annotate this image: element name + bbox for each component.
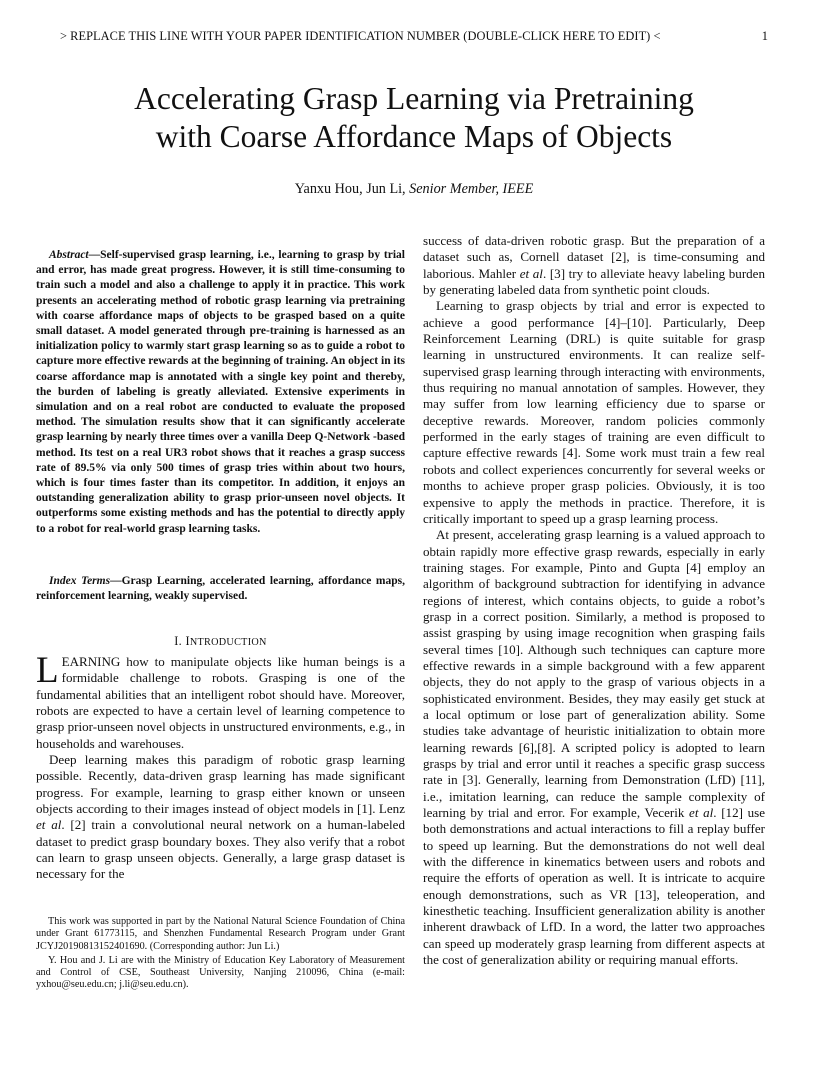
author-names: Yanxu Hou, Jun Li, [294,181,410,197]
abstract-text: —Self-supervised grasp learning, i.e., learning to grasp by trial and error, has made great progress. However, it is still time-consuming to train such a model and also a challenge to apply it in practice. This work presents an accelerating method of robotic grasp learning via pretraining with coarse affordance maps of objects to be grasped based on a quite small dataset. A model generated through pre-training is harnessed as an initialization policy to warmly start grasp learning so as to guide a robot to capture more effective rewards at the beginning of training. An object in its coarse affordance map is annotated with a single key point and thereby, the burden of labeling is greatly alleviated. Extensive experiments in simulation and on a real robot are conducted to evaluate the proposed method. The simulation results show that it can significantly accelerate grasp learning by nearly three times over a vanilla Deep Q-Network -based method. Its test on a real UR3 robot shows that it reaches a grasp success rate of 89.5% via only 500 times of grasp tries within about two hours, which is four times faster than its competitor. In addition, it enjoys an outstanding generalization ability to grasp prior-unseen novel objects. It outperforms some existing methods and has the potential to directly apply to a robot for real-world grasp learning tasks. [36,249,405,535]
intro-left-column [36,650,405,883]
running-head [60,29,768,44]
right-p1-text-b: . [3] try to alleviate heavy labeling burden by generating labeled data from synthetic point clouds. [423,265,765,298]
index-terms-paragraph [36,574,405,604]
section-numeral: I. [174,634,183,648]
right-column [423,233,765,968]
intro-p2-text-a: Deep learning makes this paradigm of robotic grasp learning possible. Recently, data-driven grasp learning has made significant progress. For example, learning to grasp either known or unseen objects according to their images instead of object models in [1]. Lenz [36,752,405,817]
intro-paragraph-2 [36,752,405,883]
abstract [36,248,405,537]
index-terms-label: Index Terms [49,575,111,587]
right-p1-text-a: success of data-driven robotic grasp. But the preparation of a dataset such as, Cornell dataset [2], is time-consuming and laborious. Mahler [423,233,765,281]
title-line-2: with Coarse Affordance Maps of Objects [155,119,673,154]
right-paragraph-1 [423,233,765,298]
running-head-text: > REPLACE THIS LINE WITH YOUR PAPER IDENTIFICATION NUMBER (DOUBLE-CLICK HERE TO EDIT) < [60,29,661,43]
section-title-rest: NTRODUCTION [189,637,267,648]
section-heading [36,634,405,649]
footnotes [36,916,405,994]
index-terms [36,574,405,604]
page-number: 1 [761,29,768,43]
intro-p2-em: et al [36,817,62,833]
paper-title [40,80,788,156]
right-paragraph-3 [423,527,765,968]
footnote-funding: This work was supported in part by the National Natural Science Foundation of China under Grant 61773115, and Shenzhen Fundamental Research Program under Grant JCYJ20190813152401690. (Corresponding author: Jun Li.) [36,916,405,952]
abstract-paragraph [36,248,405,537]
section-title-first: I [185,634,190,648]
right-paragraph-2: Learning to grasp objects by trial and error is expected to achieve a good performance [4]–[10]. Particularly, Deep Reinforcement Learning (DRL) is quite suitable for grasp learning in unstructured environments. It can realize self-supervised grasp learning through interacting with environments, thus requiring no manual annotation of samples. However, they may suffer from low learning efficiency due to sparse or deceptive rewards. Moreover, random policies commonly performed in the early stages of training are even difficult to capture effective rewards [4]. Some work must train a few real robots and collect experiences concurrently for several weeks or months to achieve proper grasp policies. Obviously, it is too expensive to apply the methods in practice. Therefore, it is critically important to speed up a grasp learning process. [423,298,765,526]
right-p3-em: et al [689,805,714,821]
intro-p1-text: EARNING how to manipulate objects like human beings is a formidable challenge to robots. Grasping is one of the fundamental abilities that an intelligent robot should have. Moreover, robots are expected to have a certain level of learning competence to grasp prior-unseen novel objects in unstructured environments, e.g., in households and warehouses. [36,654,405,751]
author-membership: Senior Member, IEEE [409,181,534,197]
intro-paragraph-1 [36,650,405,752]
drop-cap: L [36,650,59,691]
title-line-1: Accelerating Grasp Learning via Pretraining [134,81,694,116]
intro-p2-text-b: . [2] train a convolutional neural network on a human-labeled dataset to predict grasp boundary boxes. They also verify that a robot can learn to grasp unseen objects. Generally, a large grasp dataset is necessary for the [36,817,405,882]
right-p3-text-b: . [12] use both demonstrations and actual interactions to fill a replay buffer to speed up learning. But the demonstrations do not well deal with the difference in kinematics between users and robots and require the efforts of operation as well. It is intricate to acquire enough demonstrations, such as VR [13], teleoperation, and kinesthetic teaching. Insufficient generalization ability is another inherent drawback of LfD. In a word, the latter two approaches can speed up moderately grasp learning from different aspects at the cost of generalization ability or requiring manual efforts. [423,805,766,968]
abstract-label: Abstract [49,249,89,261]
right-p1-em: et al [519,265,543,281]
footnote-affiliation: Y. Hou and J. Li are with the Ministry of Education Key Laboratory of Measurement and Control of CSE, Southeast University, Nanjing 210096, China (e-mail: yxhou@seu.edu.cn; j.li@seu.edu.cn). [36,954,405,991]
author-line [40,181,788,198]
right-p3-text-a: At present, accelerating grasp learning is a valued approach to obtain rapidly more effective grasp rewards, especially in early training stages. For example, Pinto and Gupta [4] employ an algorithm of background subtraction for identifying in advance regions of interest, which contains objects, to guide a robot’s grasp in a correct position. Similarly, a method is proposed to assist grasping by using image recognition when grasping fails several times [10]. Although such techniques can capture more effective rewards in a simple background with a few apparent objects, they do not apply to the grasp of various objects in a sophisticated environment. Besides, they may easily get stuck at a local optimum or lose part of generalization ability. Some studies take advantage of heuristic initialization to obtain more learning rewards [6],[8]. A scripted policy is adopted to learn grasps by trial and error until it reaches a specific grasp success rate in [3]. Generally, learning from Demonstration (LfD) [11], i.e., imitation learning, can reduce the sample complexity of learning by trial and error. For example, Vecerik [423,527,765,821]
index-terms-text: —Grasp Learning, accelerated learning, affordance maps, reinforcement learning, weakly supervised. [36,575,406,603]
